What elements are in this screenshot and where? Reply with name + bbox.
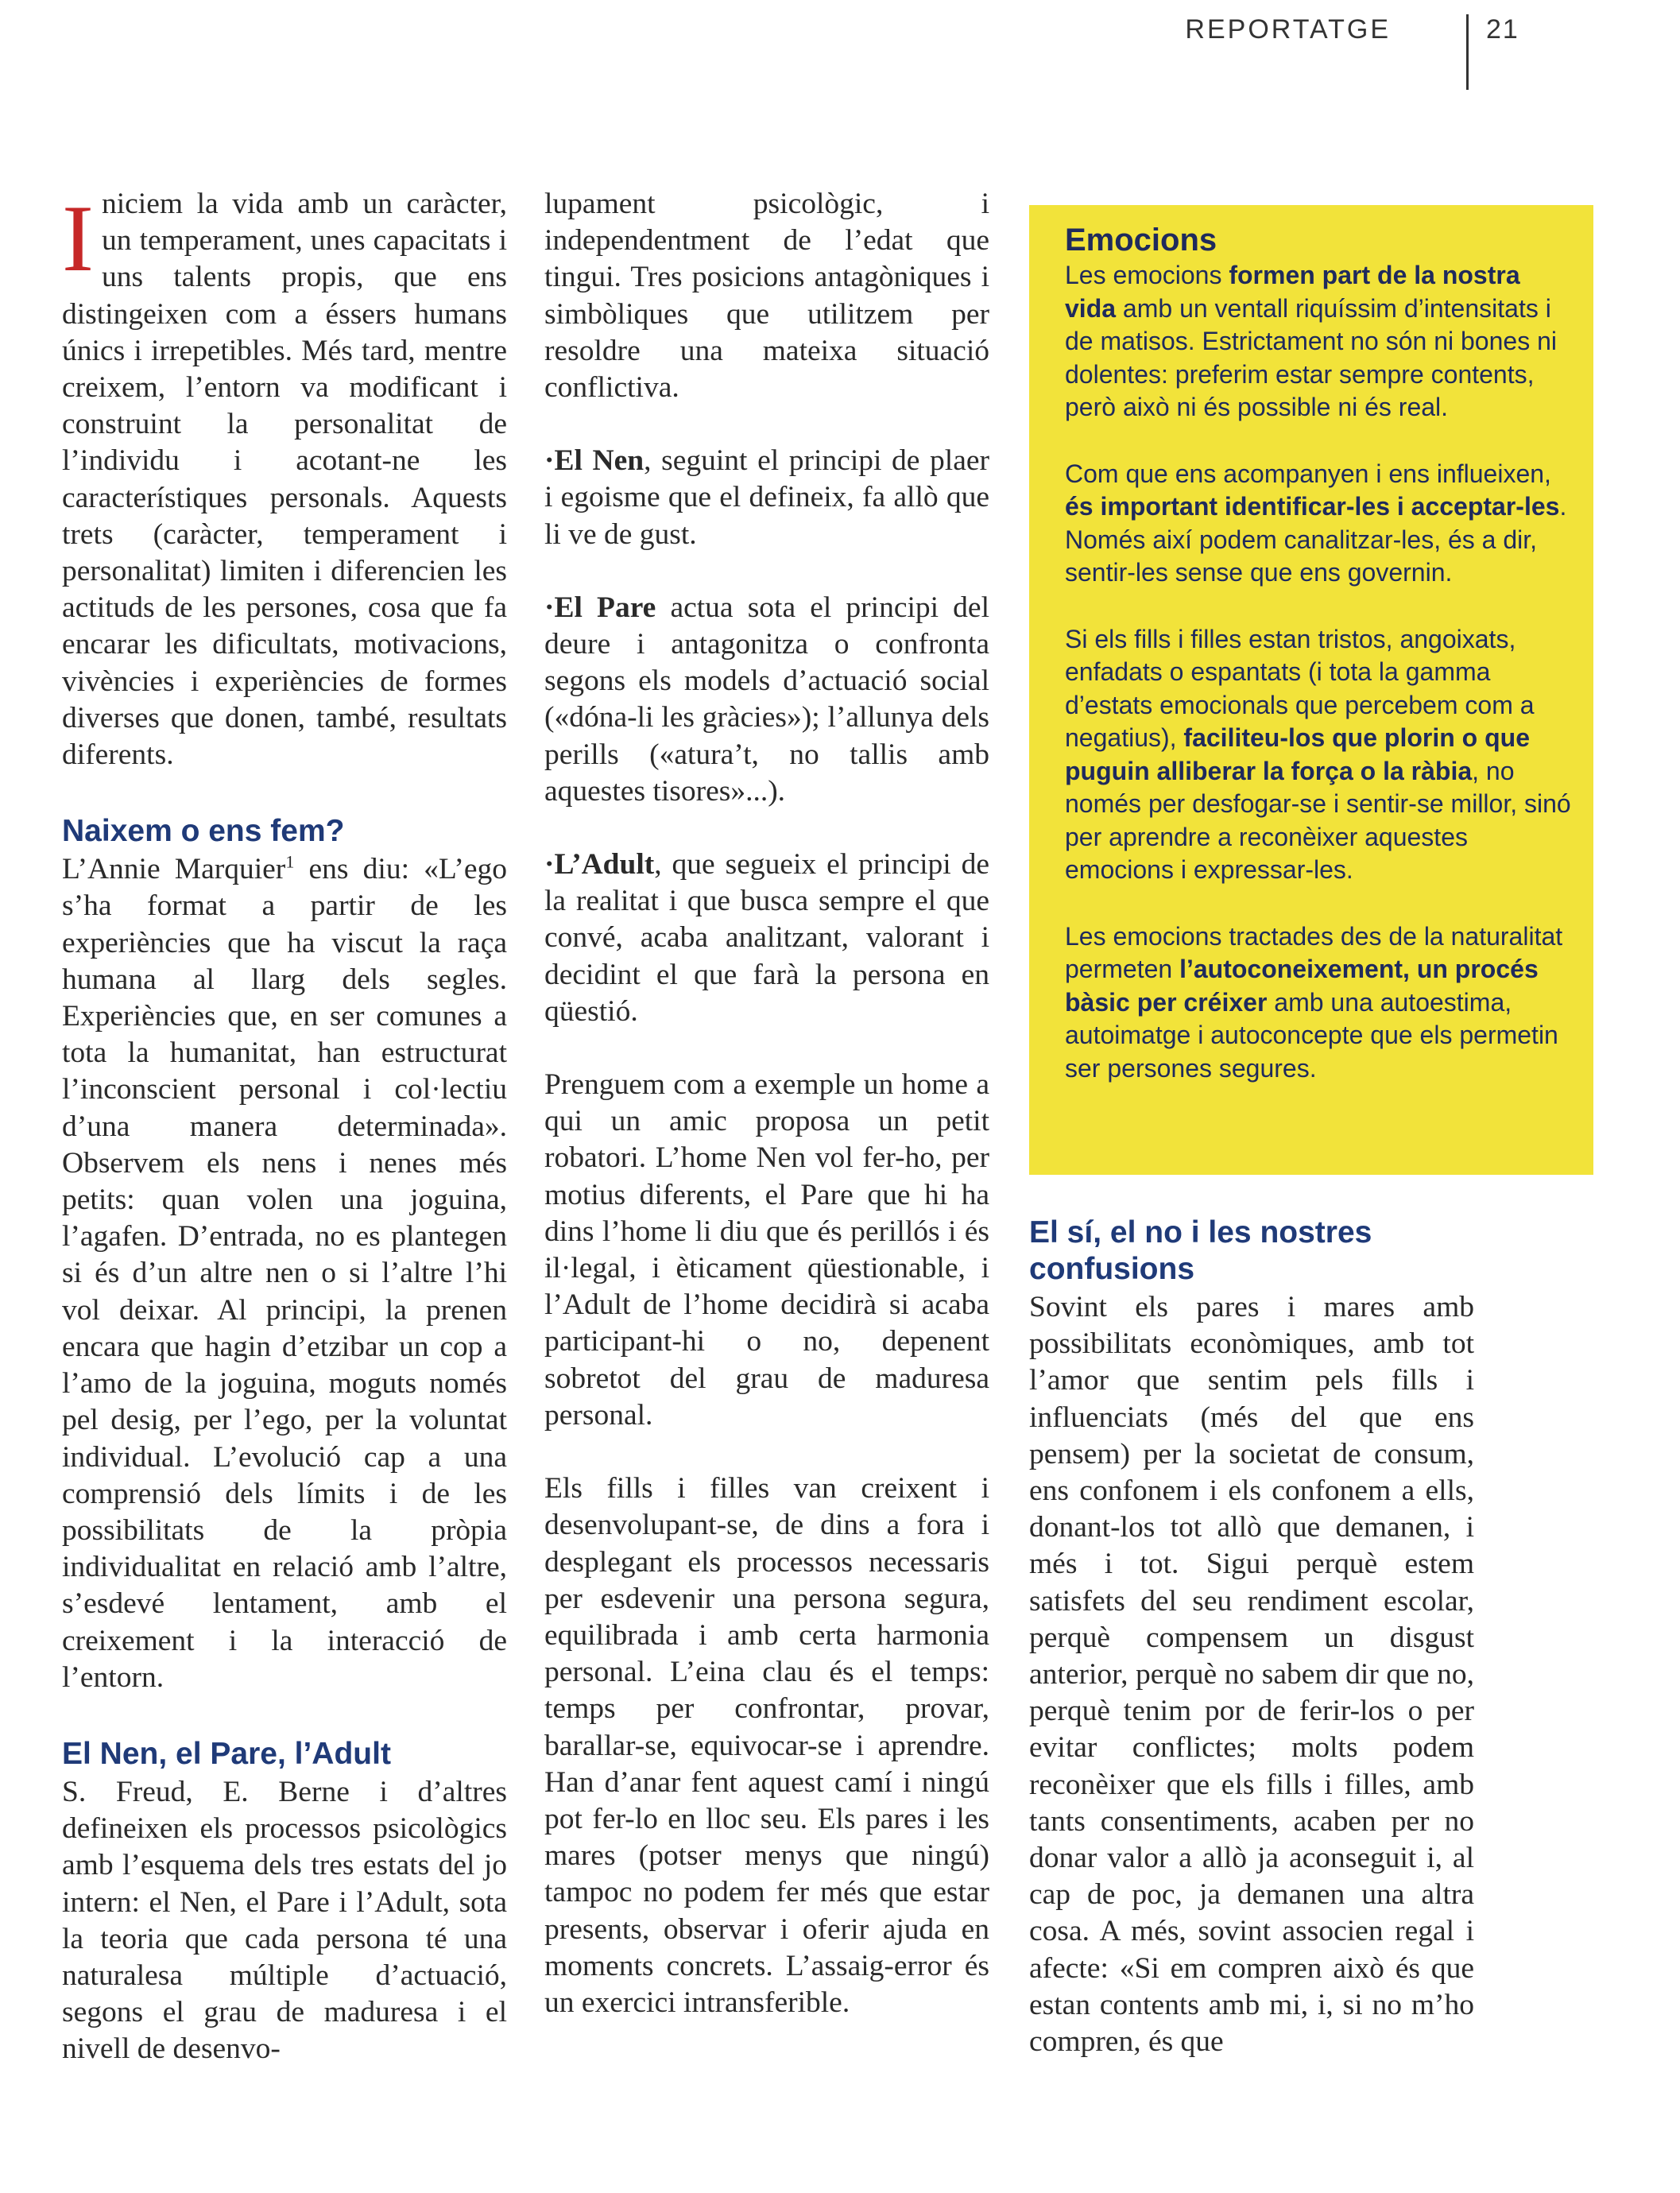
sidebar-p4-c: amb una autoestima, autoimatge i autoconcepte que els permetin ser persones segures.: [1065, 987, 1558, 1083]
paragraph-consent: Sovint els pares i mares amb possibilitats econòmiques, amb tot l’amor que sentim pels fills i influenciats (més del que ens pensem) per la societat de consum, ens confonem i els confonem a ells, donant-los tot allò que demanen, i més i tot. Sigui perquè estem satisfets del seu rendiment escolar, perquè compensem un disgust anterior, perquè no sabem dir que no, perquè tenim por de ferir-los o per evitar conflictes; molts podem reconèixer que els fills i filles, amb tants consentiments, acaben per no donar valor a allò ja aconseguit i, al cap de poc, ja demanen una altra cosa. A més, sovint associen regal i afecte: «Si em compren això és que estan contents amb mi, i, si no m’ho compren, és que: [1029, 1291, 1474, 2059]
article-column-3: [1029, 1215, 1474, 2060]
subheading-nen-pare-adult: El Nen, el Pare, l’Adult: [62, 1736, 391, 1771]
bullet-pare: [544, 590, 989, 810]
sidebar-p3-bold: faciliteu-los que plorin o que puguin alliberar la força o la ràbia: [1065, 723, 1530, 785]
sidebar-p4-bold: l’autoconeixement, un procés bàsic per créixer: [1065, 955, 1539, 1017]
bullet-nen: [544, 443, 989, 553]
emocions-sidebar-box: [1029, 205, 1593, 1175]
subheading-si-no: El sí, el no i les nostres confusions: [1029, 1215, 1372, 1286]
paragraph-marquier-rest: ens diu: «L’ego s’ha format a partir de les experiències que ha viscut la raça humana al llarg dels segles. Experiències que, en ser comunes a tota la humanitat, han estructurat l’inconscient personal i col·lectiu d’una manera determinada». Observem els nens i nenes més petits: quan volen una joguina, l’agafen. D’entrada, no es plantegen si és d’un altre nen o si l’altre l’hi vol deixar. Al principi, la prenen encara que hagin d’etzibar un cop a l’amo de la joguina, moguts només pel desig, per l’ego, per la voluntat individual. L’evolució cap a una comprensió dels límits i de les possibilitats de la pròpia individualitat en relació amb l’altre, s’esdevé lentament, amb el creixement i la interacció de l’entorn.: [62, 853, 508, 1694]
intro-text: niciem la vida amb un caràcter, un temperament, unes capacitats i uns talents propis, que ens distingeixen com a éssers humans únics i irrepetibles. Més tard, mentre creixem, l’entorn va modificant i construint la personalitat de l’individu i acotant-ne les característiques personals. Aquests trets (caràcter, temperament i personalitat) limiten i diferencien les actituds de les persones, cosa que fa encarar les dificultats, motivacions, vivències i experiències de formes diverses que donen, també, resultats diferents.: [62, 188, 507, 772]
sidebar-p2-bold: és important identificar-les i acceptar-les: [1065, 492, 1560, 521]
bullet-pare-text: actua sota el principi del deure i antagonitza o confronta segons els models d’actuació social («dóna-li les gràcies»); l’allunya dels perills («atura’t, no tallis amb aquestes tisores»...).: [544, 591, 989, 808]
paragraph-freud-berne: S. Freud, E. Berne i d’altres defineixen els processos psicològics amb l’esquema dels tres estats del jo intern: el Nen, el Pare i l’Adult, sota la teoria que cada persona té una naturalesa múltiple d’actuació, segons el grau de maduresa i el nivell de desenvo-: [62, 1775, 507, 2066]
paragraph-example: Prenguem com a exemple un home a qui un amic proposa un petit robatori. L’home Nen vol fer-ho, per motius diferents, el Pare que hi ha dins l’home li diu que és perillós i és il·legal, i èticament qüestionable, i l’Adult de l’home decidirà si acaba participant-hi o no, depenent sobretot del grau de maduresa personal.: [544, 1068, 989, 1432]
sidebar-p2-a: Com que ens acompanyen i ens influeixen,: [1065, 459, 1551, 488]
sidebar-paragraph-1: [1065, 259, 1574, 424]
bullet-nen-text: , seguint el principi de plaer i egoisme que el defineix, fa allò que li ve de gust.: [544, 444, 989, 551]
bullet-nen-title: ·El Nen: [544, 444, 645, 478]
page-number: 21: [1486, 14, 1519, 45]
sidebar-p3-c: , no només per desfogar-se i sentir-se millor, sinó per aprendre a reconèixer aquestes emocions i expressar-les.: [1065, 756, 1571, 884]
header-divider: [1466, 14, 1469, 90]
footnote-reference: 1: [285, 851, 295, 872]
sidebar-p4-a: Les emocions tractades des de la naturalitat permeten: [1065, 921, 1563, 983]
sidebar-paragraph-3: [1065, 623, 1574, 887]
sidebar-paragraph-2: [1065, 458, 1574, 590]
sidebar-p3-a: Si els fills i filles estan tristos, angoixats, enfadats o espantats (i tota la gamma d’estats emocionals que percebem com a negatius),: [1065, 624, 1535, 752]
sidebar-content: [1065, 221, 1574, 1085]
section-label: REPORTATGE: [1185, 14, 1391, 45]
paragraph-marquier: [62, 851, 507, 1696]
sidebar-p1-bold: formen part de la nostra vida: [1065, 261, 1520, 323]
sidebar-p1-a: Les emocions: [1065, 261, 1229, 289]
intro-paragraph: [62, 186, 507, 773]
paragraph-continuation: lupament psicològic, i independentment de l’edat que tingui. Tres posicions antagòniques i simbòliques que utilitzem per resoldre una mateixa situació conflictiva.: [544, 188, 989, 405]
bullet-adult-text: , que segueix el principi de la realitat i que busca sempre el que convé, acaba analitzant, valorant i decidint el que farà la persona en qüestió.: [544, 848, 989, 1028]
sidebar-p1-c: amb un ventall riquíssim d’intensitats i de matisos. Estrictament no són ni bones ni dolentes: preferim estar sempre contents, però això ni és possible ni és real.: [1065, 293, 1557, 421]
bullet-pare-title: ·El Pare: [544, 591, 656, 624]
page-header: [1185, 14, 1589, 90]
paragraph-marquier-start: L’Annie Marquier: [62, 853, 286, 886]
sidebar-paragraph-4: [1065, 920, 1574, 1086]
sidebar-title: Emocions: [1065, 223, 1217, 258]
article-column-1: [62, 186, 507, 2068]
subheading-naixem: Naixem o ens fem?: [62, 814, 345, 849]
bullet-adult-title: ·L’Adult: [544, 848, 655, 881]
sidebar-p2-c: . Només així podem canalitzar-les, és a dir, sentir-les sense que ens governin.: [1065, 492, 1567, 587]
paragraph-growth: Els fills i filles van creixent i desenvolupant-se, de dins a fora i desplegant els processos necessaris per esdevenir una persona segura, equilibrada i amb certa harmonia personal. L’eina clau és el temps: temps per confrontar, provar, barallar-se, equivocar-se i aprendre. Han d’anar fent aquest camí i ningú pot fer-lo en lloc seu. Els pares i les mares (potser menys que ningú) tampoc no podem fer més que estar presents, observar i oferir ajuda en moments concrets. L’assaig-error és un exercici intransferible.: [544, 1472, 989, 2019]
bullet-adult: [544, 847, 989, 1030]
article-column-2: [544, 186, 989, 2021]
drop-cap: I: [62, 185, 94, 291]
